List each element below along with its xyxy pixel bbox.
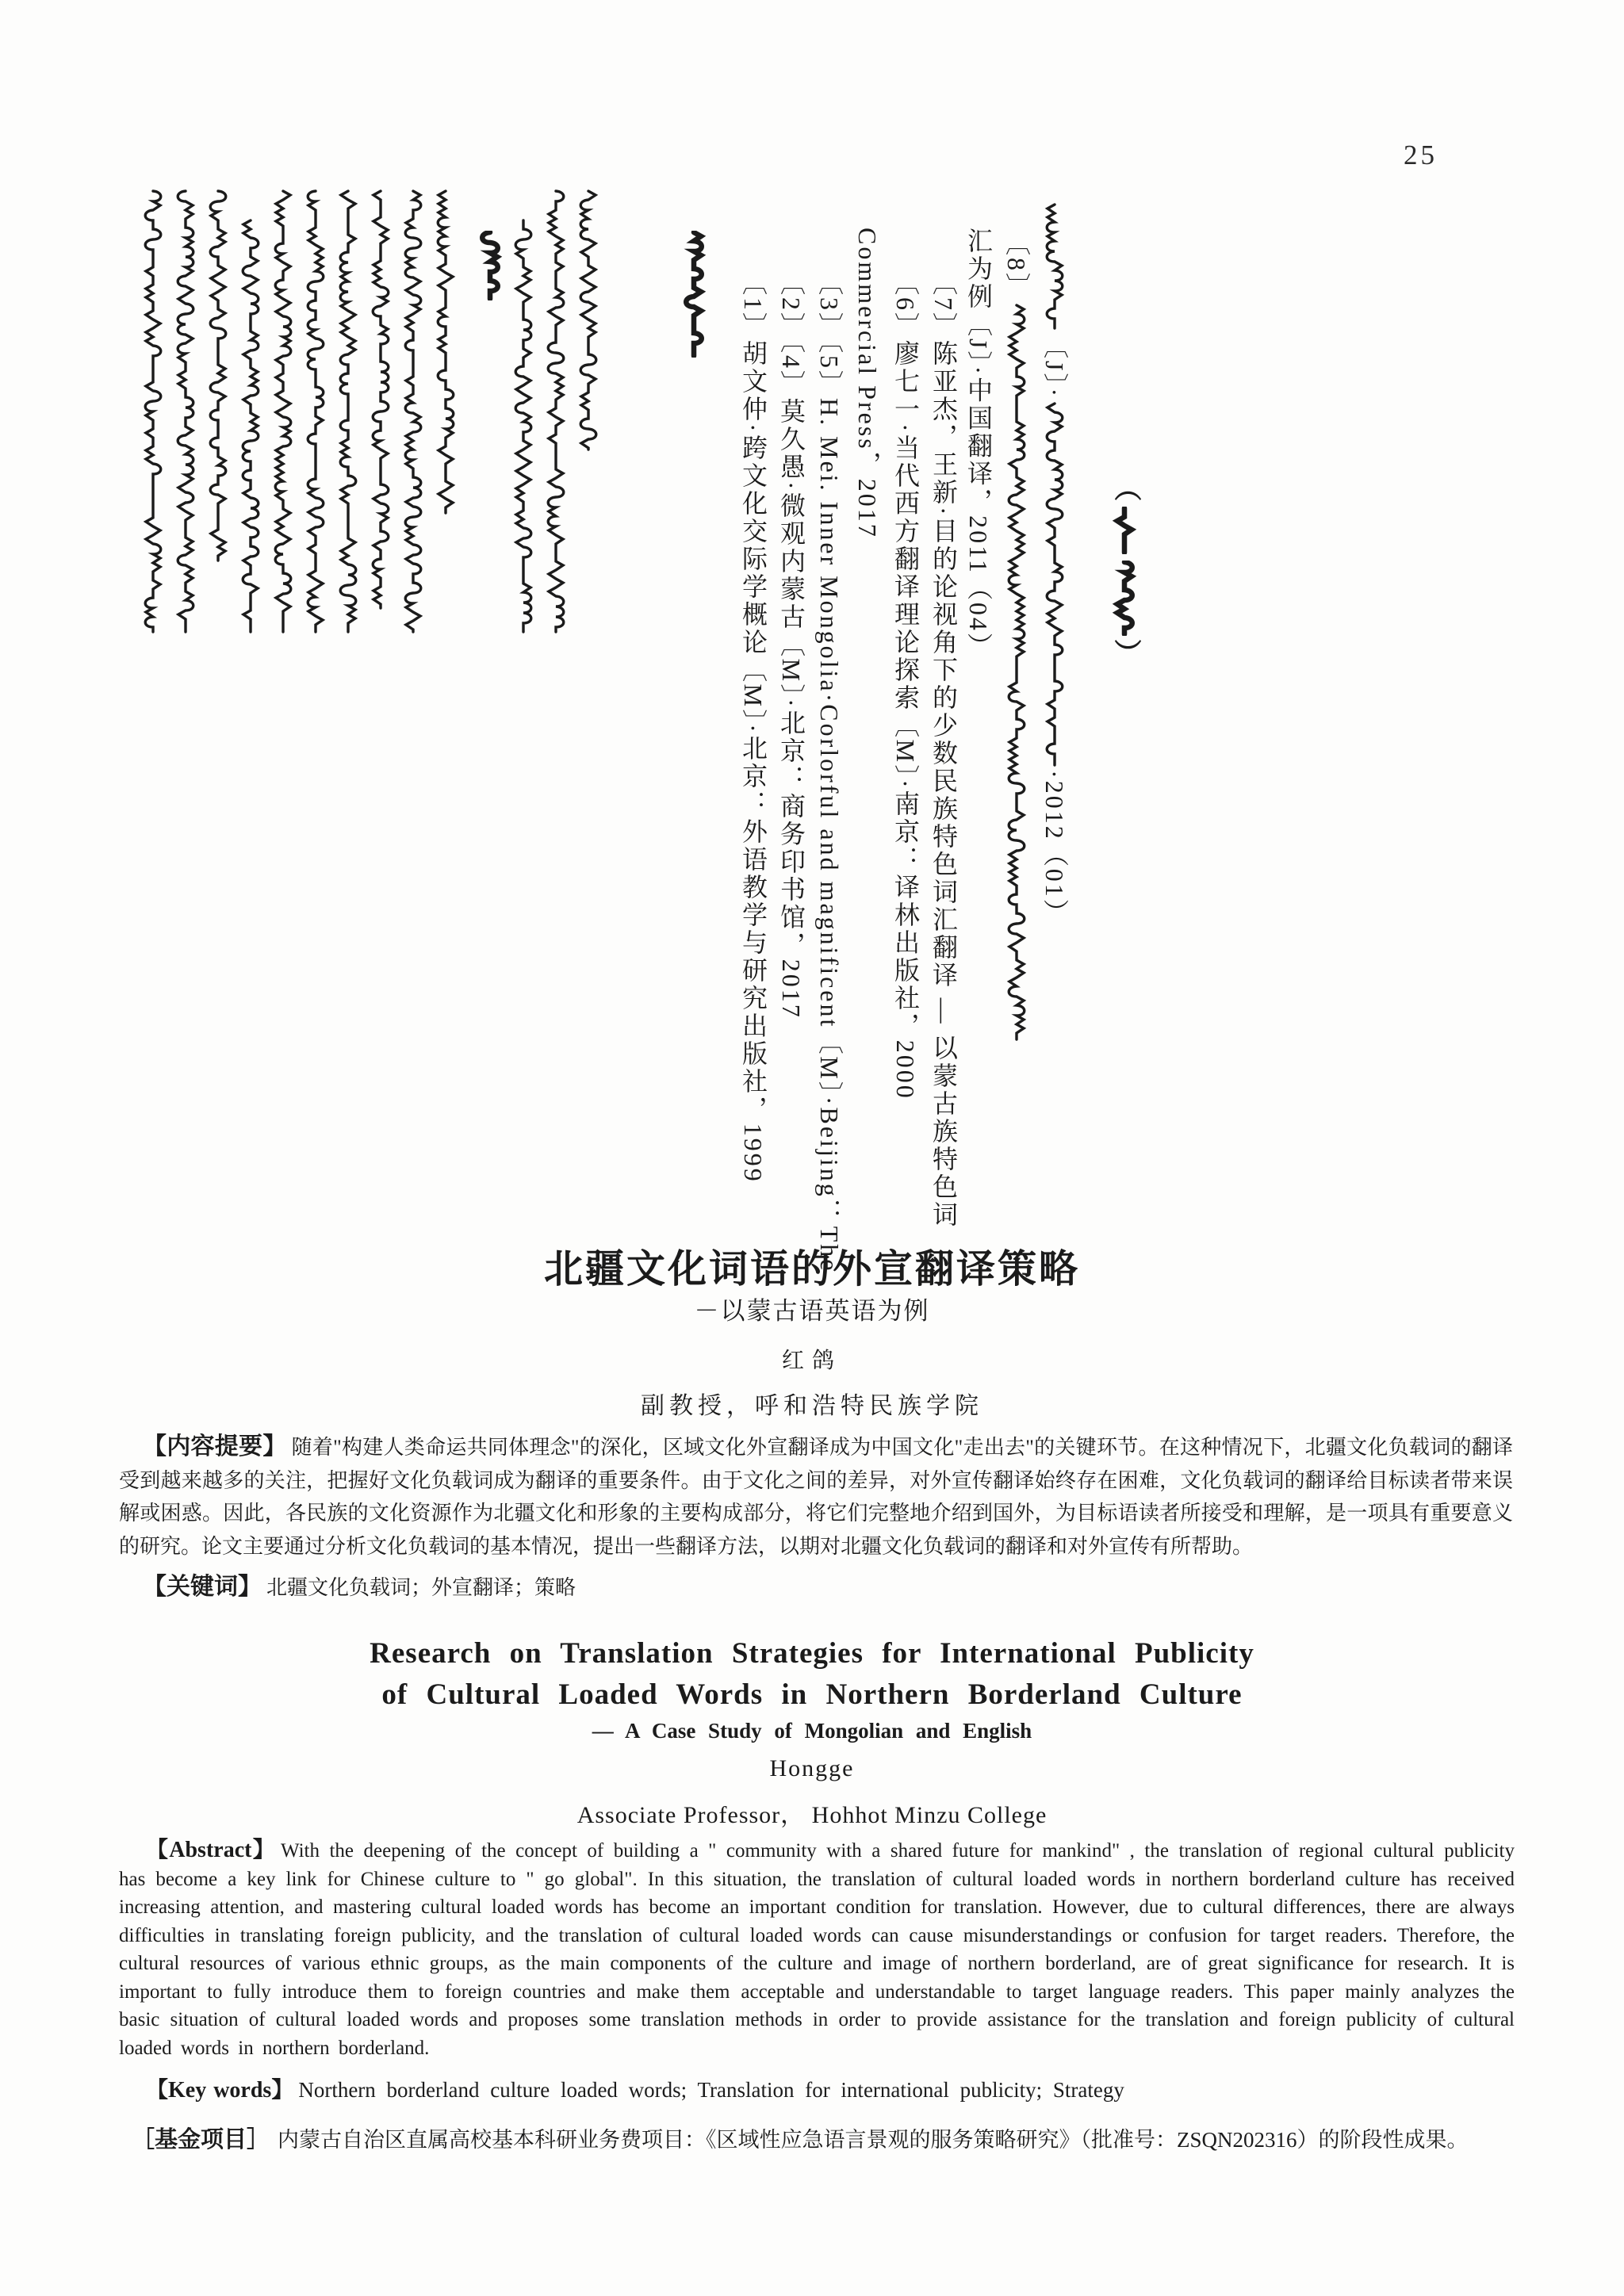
english-affiliation: Associate Professor， Hohhot Minzu College [576, 1802, 1048, 1828]
mongolian-script-glyphs [301, 189, 331, 633]
mongolian-script-glyphs [203, 189, 233, 562]
mongol-body-column [397, 186, 429, 637]
funding-text: 内蒙古自治区直属高校基本科研业务费项目：《区域性应急语言景观的服务策略研究》（批准号：ZSQN202316）的阶段性成果。 [278, 2128, 1469, 2152]
vertical-text-run: 〔J〕· [1040, 333, 1069, 400]
mongolian-script-glyphs [541, 189, 571, 633]
mongolian-script-glyphs [431, 189, 461, 515]
vertical-text-run: （ [1110, 474, 1139, 503]
reference-3-5-continued [852, 228, 883, 539]
mongolian-script-glyphs [475, 231, 505, 300]
chinese-abstract-label: 【内容提要】 [143, 1433, 287, 1460]
chinese-affiliation: 副教授，呼和浩特民族学院 [641, 1393, 983, 1419]
vertical-text-run: 汇为例〔J〕·中国翻译，2011（04） [964, 228, 993, 660]
reference-6 [890, 270, 921, 1100]
english-abstract-text: With the deepening of the concept of building a " community with a shared future for mankind" , the translation of regional cultural publicity has become a key link for Chinese culture to " go global". In this situation, the translation of cultural loaded words in northern borderland culture has received increasing attention, and mastering cultural loaded words has become an important condition for translation. However, due to cultural differences, there are always difficulties in translating foreign publicity, and the translation of cultural loaded words can cause misunderstandings or confusion for target readers. Therefore, the cultural resources of various ethnic groups, as the main components of the culture and image of northern borderland, are of great significance for research. It is important to fully introduce them to foreign countries and make them acceptable and understandable to target language readers. This paper mainly analyzes the basic situation of cultural loaded words and proposes some translation methods in order to provide assistance for the translation and foreign publicity of cultural loaded words in northern borderland. [119, 1840, 1515, 2059]
reference-2-4 [776, 270, 807, 1020]
english-keywords-label: 【Key words】 [146, 2078, 294, 2103]
mongolian-script-glyphs [1109, 507, 1139, 554]
mongolian-script-glyphs [333, 189, 363, 633]
mongolian-script-glyphs [138, 189, 168, 633]
vertical-text-run: 〔6〕廖七一·当代西方翻译理论探索〔M〕·南京：译林出版社，2000 [891, 270, 920, 1100]
chinese-title: 北疆文化词语的外宣翻译策略 [543, 1247, 1080, 1291]
english-abstract [119, 1836, 1515, 2062]
chinese-keywords [119, 1567, 1513, 1601]
chinese-keywords-text: 北疆文化负载词；外宣翻译；策略 [266, 1576, 576, 1599]
vertical-text-run: 〔2〕〔4〕莫久愚·微观内蒙古〔M〕·北京：商务印书馆，2017 [777, 270, 806, 1020]
mongolian-script-glyphs [1002, 304, 1032, 1041]
mongol-references-heading [678, 228, 710, 361]
mongol-body-column [235, 216, 266, 637]
mongolian-script-glyphs [268, 189, 298, 633]
mongolian-script-glyphs [398, 189, 428, 633]
mongol-body-column [137, 186, 169, 637]
mongolian-script-glyphs [1040, 203, 1070, 330]
english-subtitle: — A Case Study of Mongolian and English [592, 1719, 1032, 1743]
reference-8-continued [1039, 200, 1071, 927]
reference-8 [1001, 230, 1032, 1044]
mongol-body-column [267, 186, 299, 637]
chinese-abstract [119, 1430, 1513, 1563]
english-keywords [119, 2072, 1515, 2104]
funding-note [119, 2122, 1530, 2154]
vertical-text-run: ·2012（01） [1040, 770, 1069, 927]
mongolian-script-glyphs [236, 219, 266, 633]
chinese-abstract-text: 随着"构建人类命运共同体理念"的深化，区域文化外宣翻译成为中国文化"走出去"的关键环节。在这种情况下，北疆文化负载词的翻译受到越来越多的关注，把握好文化负载词成为翻译的重要条件。由于文化之间的差异，对外宣传翻译始终存在困难，文化负载词的翻译给目标读者带来误解或困惑。因此，各民族的文化资源作为北疆文化和形象的主要构成部分，将它们完整地介绍到国外，为目标语读者所接受和理解，是一项具有重要意义的研究。论文主要通过分析文化负载词的基本情况，提出一些翻译方法，以期对北疆文化负载词的翻译和对外宣传有所帮助。 [119, 1436, 1513, 1558]
reference-1 [737, 270, 769, 1184]
mongol-body-column [508, 216, 539, 637]
mongol-body-column [202, 186, 234, 565]
vertical-text-run: 〔3〕〔5〕H. Mei. Inner Mongolia·Corlorful and magnificent〔M〕·Beijing：The [815, 270, 844, 1273]
mongolian-script-glyphs [573, 189, 603, 451]
english-keywords-text: Northern borderland culture loaded words; Translation for international publicity; Strategy [298, 2078, 1124, 2102]
chinese-author: 红鸽 [781, 1349, 842, 1373]
chinese-keywords-label: 【关键词】 [143, 1574, 262, 1600]
mongolian-script-glyphs [170, 189, 201, 633]
mongol-body-column [170, 186, 201, 637]
funding-label: ［基金项目］ [132, 2127, 270, 2152]
mongolian-script-glyphs [1040, 402, 1070, 767]
english-author: Hongge [769, 1755, 855, 1781]
vertical-text-run: ） [1110, 639, 1139, 668]
reference-7 [928, 270, 959, 1229]
mongolian-script-glyphs [1109, 561, 1139, 636]
mongolian-script-glyphs [508, 219, 538, 633]
english-title-line1: Research on Translation Strategies for International Publicity [370, 1637, 1254, 1670]
vertical-text-run: 〔1〕胡文仲·跨文化交际学概论〔M〕·北京：外语教学与研究出版社，1999 [739, 270, 768, 1184]
mongol-body-column [332, 186, 364, 637]
vertical-text-run: Commercial Press，2017 [853, 228, 882, 539]
mongol-closing-note [1109, 474, 1140, 668]
vertical-text-run: 〔7〕陈亚杰，王新·目的论视角下的少数民族特色词汇翻译 — 以蒙古族特色词 [929, 270, 958, 1229]
mongolian-script-glyphs [366, 189, 396, 610]
chinese-subtitle: －以蒙古语英语为例 [694, 1297, 930, 1325]
english-title-line2: of Cultural Loaded Words in Northern Borderland Culture [381, 1678, 1243, 1711]
mongolian-script-glyphs [679, 231, 709, 358]
mongol-body-column [573, 186, 604, 454]
reference-7-continued [963, 228, 994, 660]
mongol-body-column [430, 186, 462, 518]
page-number: 25 [1404, 140, 1438, 170]
mongol-body-column [540, 186, 572, 637]
mongol-body-column [300, 186, 331, 637]
reference-3-5 [814, 270, 845, 1272]
english-abstract-label: 【Abstract】 [146, 1838, 276, 1862]
mongol-section-heading [474, 228, 506, 304]
vertical-text-run: 〔8〕 [1002, 230, 1031, 300]
mongol-body-column [365, 186, 396, 613]
